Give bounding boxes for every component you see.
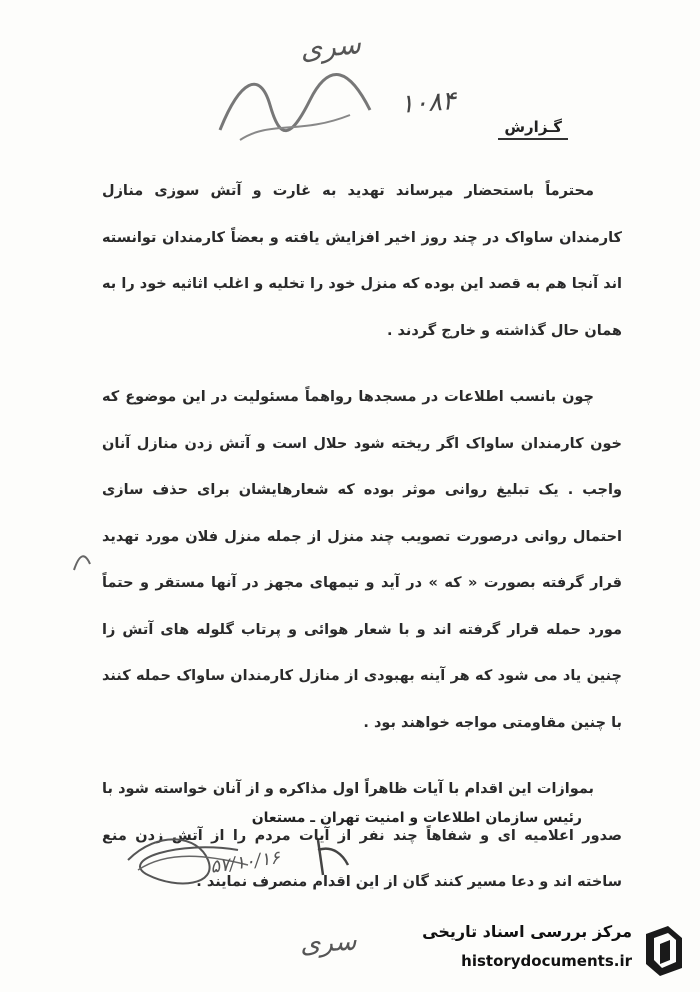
- report-heading: گـزارش: [498, 118, 568, 140]
- classification-top: سری: [298, 26, 363, 67]
- paragraph-1: محترماً باستحضار میرساند تهدید به غارت و آتش سوزی منازل کارمندان ساواک در چند روز اخیر افزایش یافته و بعضاً کارمندان توانسته اند آنجا هم به قصد این بوده که منزل خود را تخلیه و اغلب اثاثیه خود را به همان حال گذاشته و خارج گردند .: [102, 183, 622, 339]
- watermark-url: historydocuments.ir: [461, 952, 632, 970]
- signature-date: ۵۷/۱۰/۱۶: [208, 847, 282, 878]
- archive-watermark: [404, 916, 694, 986]
- margin-mark: [68, 540, 96, 580]
- classification-bottom: سری: [299, 926, 358, 960]
- handwritten-scribble-top: [200, 60, 400, 150]
- document-number: ۱۰۸۴: [399, 86, 457, 120]
- paragraph-3: بموازات این اقدام با آیات ظاهراً اول مذاکره و از آنان خواسته شود با صدور اعلامیه ای و شفاهاً چند نفر از آیات مردم را از آتش زدن منع ساخته اند و دعا مسیر کنند گان از این اقدام منصرف نمایند .: [102, 781, 622, 890]
- watermark-title: مرکز بررسی اسناد تاریخی: [422, 922, 632, 941]
- paragraph-2: چون بانسب اطلاعات در مسجدها رواهماً مسئولیت در این موضوع که خون کارمندان ساواک اگر ریخته شود حلال است و آتش زدن منازل آنان واجب . یک تبلیغ روانی موثر بوده که شعارهایشان برای حذف سازی احتمال روانی درصورت تصویب چند منزل از جمله منزل فلان مورد تهدید قرار گرفته بصورت « که » در آید و تیمهای مجهز در آنها مستقر و حتماً مورد حمله قرار گرفته اند و با شعار هوائی و پرتاب گلوله های آتش زا چنین یاد می شود که هر آینه بهبودی از منازل کارمندان ساواک حمله کنند با چنین مقاومتی مواجه خواهند بود .: [102, 389, 622, 731]
- signature-line: رئیس سازمان اطلاعات و امنیت تهران ـ مستعان: [251, 810, 582, 826]
- archive-logo-icon: [638, 924, 688, 978]
